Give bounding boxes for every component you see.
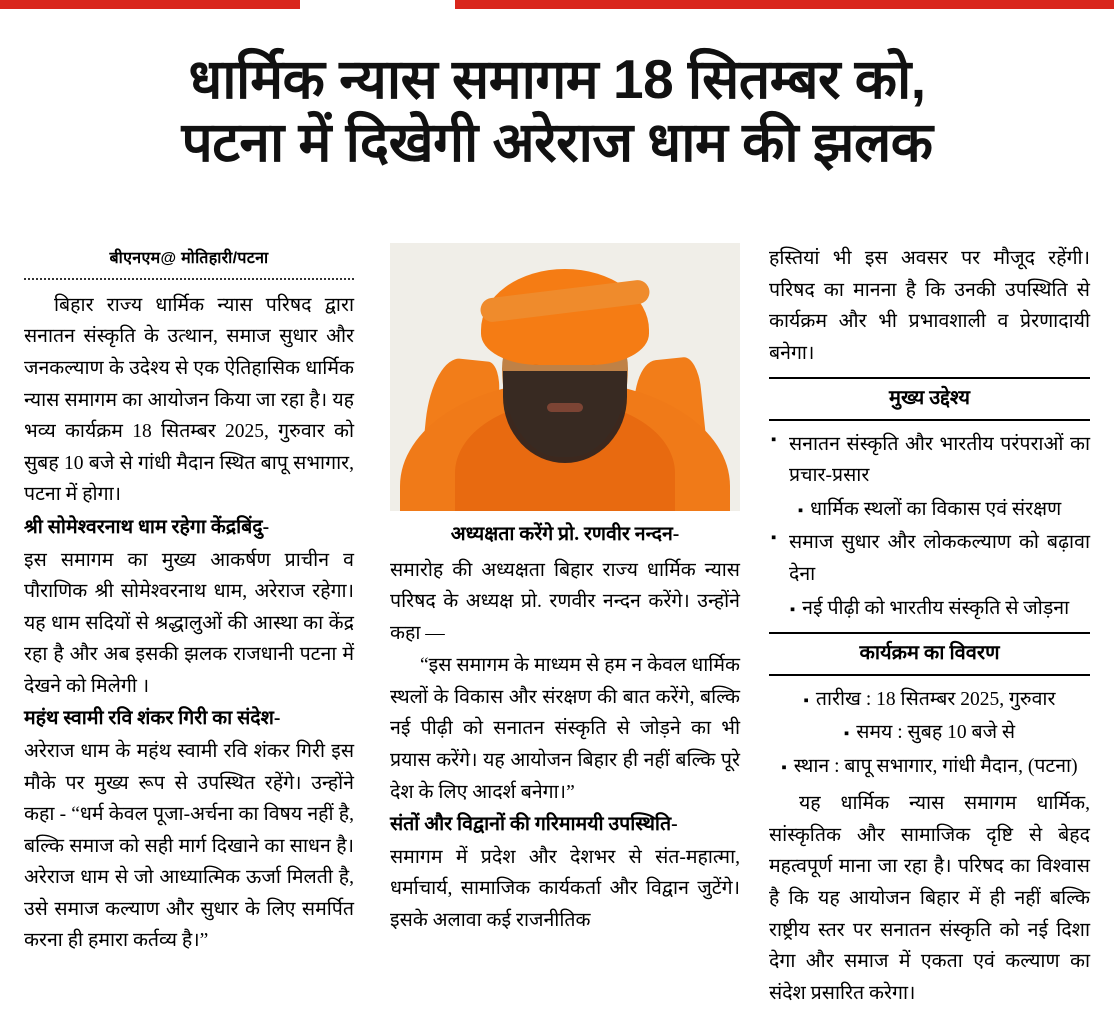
subheading-text: महंथ स्वामी रवि शंकर गिरी का संदेश- (24, 708, 281, 730)
subheading-text: संतों और विद्वानों की गरिमामयी उपस्थिति- (390, 814, 678, 836)
list-item: ▪ तारीख : 18 सितम्बर 2025, गुरुवार (769, 684, 1090, 716)
program-details-list (769, 684, 1090, 783)
paragraph: “इस समागम के माध्यम से हम न केवल धार्मिक स्थलों के विकास और संरक्षण की बात करेंगे, बल्कि नई पीढ़ी को सनातन संस्कृति से जोड़ने का भी प्रयास करेंगे। यह आयोजन बिहार ही नहीं बल्कि पूरे देश के लिए आदर्श बनेगा।” (390, 655, 740, 803)
list-item: ▪ समाज सुधार और लोककल्याण को बढ़ावा देना (769, 527, 1090, 590)
objectives-list (769, 429, 1090, 624)
article-column-3 (769, 243, 1090, 1010)
list-item: ▪ धार्मिक स्थलों का विकास एवं संरक्षण (769, 494, 1090, 526)
photo-mouth (547, 403, 583, 412)
paragraph: अरेराज धाम के महंथ स्वामी रवि शंकर गिरी इस मौके पर मुख्य रूप से उपस्थित रहेंगे। उन्होंने कहा - “धर्म केवल पूजा-अर्चना का विषय नहीं है, बल्कि समाज को सही मार्ग दिखाने का साधन है। अरेराज धाम से जो आध्यात्मिक ऊर्जा मिलती है, उसे समाज कल्याण और सुधार के लिए समर्पित करना ही हमारा कर्तव्य है।” (24, 741, 354, 952)
article-column-2 (390, 243, 740, 938)
subheading (390, 809, 740, 841)
article-photo (390, 243, 740, 511)
page-title (22, 48, 1092, 175)
paragraph: समारोह की अध्यक्षता बिहार राज्य धार्मिक न्यास परिषद के अध्यक्ष प्रो. रणवीर नन्दन करेंगे। उन्होंने कहा — (390, 559, 740, 644)
paragraph: यह धार्मिक न्यास समागम धार्मिक, सांस्कृतिक और सामाजिक दृष्टि से बेहद महत्वपूर्ण माना जा रहा है। परिषद का विश्वास है कि यह आयोजन बिहार में ही नहीं बल्कि राष्ट्रीय स्तर पर सनातन संस्कृति को नई दिशा देगा और समाज में एकता एवं कल्याण का संदेश प्रसारित करेगा। (769, 793, 1090, 1004)
list-item: ▪ समय : सुबह 10 बजे से (769, 717, 1090, 749)
photo-caption: अध्यक्षता करेंगे प्रो. रणवीर नन्दन- (450, 524, 680, 545)
article-column-1 (24, 243, 354, 958)
top-accent-bar-right (455, 0, 1114, 9)
byline-divider (24, 278, 354, 280)
paragraph: बिहार राज्य धार्मिक न्यास परिषद द्वारा सनातन संस्कृति के उत्थान, समाज सुधार और जनकल्याण के उदेश्य से एक ऐतिहासिक धार्मिक न्यास समागम का आयोजन किया जा रहा है। यह भव्य कार्यक्रम 18 सितम्बर 2025, गुरुवार को सुबह 10 बजे से गांधी मैदान स्थित बापू सभागार, पटना में होगा। (24, 294, 354, 506)
top-accent-bar-left (0, 0, 300, 9)
byline: बीएनएम@ मोतिहारी/पटना (109, 250, 269, 267)
subheading-text: श्री सोमेश्वरनाथ धाम रहेगा केंद्रबिंदु- (24, 516, 270, 538)
list-item: ▪ सनातन संस्कृति और भारतीय परंपराओं का प्रचार-प्रसार (769, 429, 1090, 492)
list-item: ▪ नई पीढ़ी को भारतीय संस्कृति से जोड़ना (769, 593, 1090, 625)
paragraph: इस समागम का मुख्य आकर्षण प्राचीन व पौराणिक श्री सोमेश्वरनाथ धाम, अरेराज रहेगा। यह धाम सदियों से श्रद्धालुओं की आस्था का केंद्र रहा है और अब इसकी झलक राजधानी पटना में देखने को मिलेगी । (24, 549, 354, 697)
paragraph: समागम में प्रदेश और देशभर से संत-महात्मा, धर्माचार्य, सामाजिक कार्यकर्ता और विद्वान जुटेंगे। इसके अलावा कई राजनीतिक (390, 846, 740, 931)
article-body (24, 243, 1090, 1004)
headline-line-2: पटना में दिखेगी अरेराज धाम की झलक (181, 111, 933, 174)
headline-line-1: धार्मिक न्यास समागम 18 सितम्बर को, (188, 48, 926, 110)
objectives-box-heading: मुख्य उद्देश्य (769, 377, 1090, 420)
list-item: ▪ स्थान : बापू सभागार, गांधी मैदान, (पटना) (769, 751, 1090, 783)
paragraph: हस्तियां भी इस अवसर पर मौजूद रहेंगी। परिषद का मानना है कि उनकी उपस्थिति से कार्यक्रम और भी प्रभावशाली व प्रेरणादायी बनेगा। (769, 248, 1090, 364)
subheading (24, 512, 354, 544)
subheading (24, 703, 354, 735)
program-details-box-heading: कार्यक्रम का विवरण (769, 632, 1090, 675)
